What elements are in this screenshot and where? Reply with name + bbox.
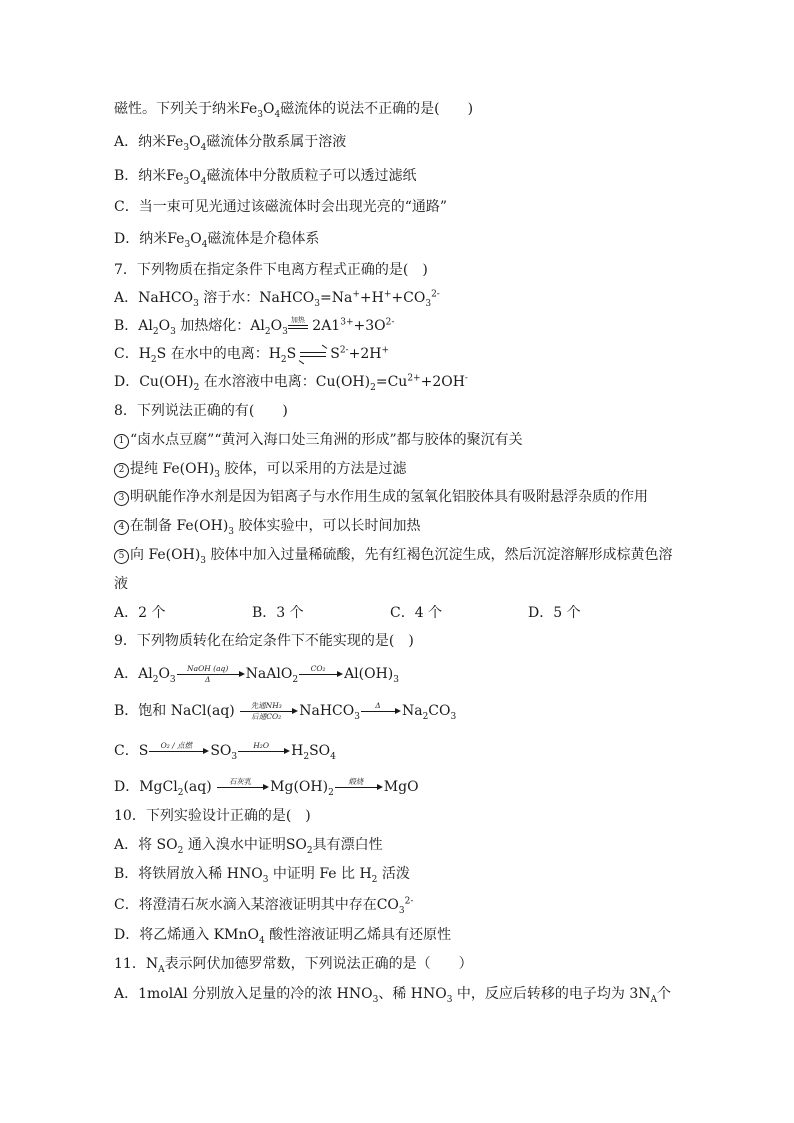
- q9-stem: 9．下列物质转化在给定条件下不能实现的是( ): [114, 633, 414, 649]
- reaction-arrow-icon: Δ: [361, 701, 401, 721]
- reaction-arrow-icon: H₂O: [238, 741, 290, 761]
- q9-option-b: B．饱和 NaCl(aq) 先通NH₃ 后通CO₂ NaHCO$_3$ Δ $Na_2CO_3$: [114, 701, 457, 722]
- q7-option-b: B．$Al_2O_3$ 加热熔化：$Al_2O_3$ 加热 $2A1^{3+}+3O^{2-}$: [114, 316, 395, 337]
- q10-option-d: D．将乙烯通入 KMnO$_4$ 酸性溶液证明乙烯具有还原性: [114, 927, 452, 946]
- circled-number: 3: [114, 491, 129, 506]
- reaction-arrow-icon: NaOH (aq) Δ: [177, 664, 245, 684]
- heating-equals-sign: 加热: [288, 316, 308, 336]
- reaction-arrow-icon: O₂ / 点燃: [149, 741, 209, 761]
- q6-stem: 磁性。下列关于纳米$Fe_3O_4$磁流体的说法不正确的是( ): [114, 101, 474, 120]
- reaction-arrow-icon: 先通NH₃ 后通CO₂: [240, 701, 298, 721]
- q9-option-c: C．S O₂ / 点燃 $SO_3$ H₂O $H_2SO_4$: [114, 741, 336, 762]
- q8-option-d: D．5 个: [528, 605, 581, 621]
- q7-option-a: A．NaHCO$_3$ 溶于水：$NaHCO_3=Na^++H^++CO_3^{2-}$: [114, 289, 440, 309]
- reaction-arrow-icon: CO₂: [299, 664, 343, 684]
- circled-number: 1: [114, 434, 129, 449]
- q6-option-c: C．当一束可见光通过该磁流体时会出现光亮的“通路”: [114, 199, 448, 215]
- q10-option-c: C．将澄清石灰水滴入某溶液证明其中存在$CO_3^{2-}$: [114, 896, 414, 916]
- reaction-arrow-icon: 煅烧: [335, 777, 383, 797]
- q6-option-b: B．纳米$Fe_3O_4$磁流体中分散质粒子可以透过滤纸: [114, 168, 417, 187]
- q9-option-a: A．$Al_2O_3$ NaOH (aq) Δ NaAlO$_2$ CO₂ $Al(OH)_3$: [114, 664, 399, 685]
- q8-stem: 8．下列说法正确的有( ): [114, 403, 288, 419]
- q8-statement-4: 4 在制备 $Fe(OH)_3$ 胶体实验中，可以长时间加热: [114, 516, 420, 536]
- q8-statement-3: 3 明矾能作净水剂是因为铝离子与水作用生成的氢氧化铝胶体具有吸附悬浮杂质的作用: [114, 487, 648, 507]
- q7-option-d: D．$Cu(OH)_2$ 在水溶液中电离：$Cu(OH)_2=Cu^{2+}+2OH^-$: [114, 373, 468, 393]
- q9-option-d: D．MgCl$_2$(aq) 石灰乳 $Mg(OH)_2$ 煅烧 MgO: [114, 777, 419, 798]
- q8-statement-1: 1 “卤水点豆腐”“黄河入海口处三角洲的形成”都与胶体的聚沉有关: [114, 430, 523, 450]
- circled-number: 2: [114, 463, 129, 478]
- q8-option-c: C．4 个: [390, 605, 443, 621]
- q6-option-a: A．纳米$Fe_3O_4$磁流体分散系属于溶液: [114, 134, 347, 153]
- q8-option-b: B．3 个: [252, 605, 304, 621]
- q7-option-c: C．$H_2S$ 在水中的电离：$H_2S$ $S^{2-}+2H^+$: [114, 345, 390, 365]
- q8-statement-5: 5 向 $Fe(OH)_3$ 胶体中加入过量稀硫酸，先有红褐色沉淀生成，然后沉淀溶解形成棕黄色溶: [114, 545, 672, 565]
- q8-statement-2: 2 提纯 $Fe(OH)_3$ 胶体，可以采用的方法是过滤: [114, 459, 406, 479]
- q10-stem: 10．下列实验设计正确的是( ): [114, 808, 311, 824]
- reaction-arrow-icon: 石灰乳: [217, 777, 269, 797]
- q8-statement-5-cont: 液: [114, 576, 128, 592]
- circled-number: 5: [114, 549, 129, 564]
- q11-option-a: A．1molAl 分别放入足量的冷的浓 $HNO_3$、稀 $HNO_3$ 中，反应后转移的电子均为 $3N_A$个: [114, 986, 672, 1005]
- q7-stem: 7．下列物质在指定条件下电离方程式正确的是( ): [114, 262, 428, 278]
- q10-option-a: A．将 $SO_2$ 通入溴水中证明$SO_2$具有漂白性: [114, 837, 383, 856]
- q11-stem: 11．$N_A$表示阿伏加德罗常数，下列说法正确的是（ ）: [114, 956, 473, 975]
- q10-option-b: B．将铁屑放入稀 $HNO_3$ 中证明 Fe 比 $H_2$ 活泼: [114, 866, 410, 885]
- q8-option-a: A．2 个: [114, 605, 166, 621]
- reversible-arrow-icon: [300, 344, 326, 364]
- q6-option-d: D．纳米$Fe_3O_4$磁流体是介稳体系: [114, 231, 320, 250]
- circled-number: 4: [114, 520, 129, 535]
- q8-options: [114, 603, 714, 623]
